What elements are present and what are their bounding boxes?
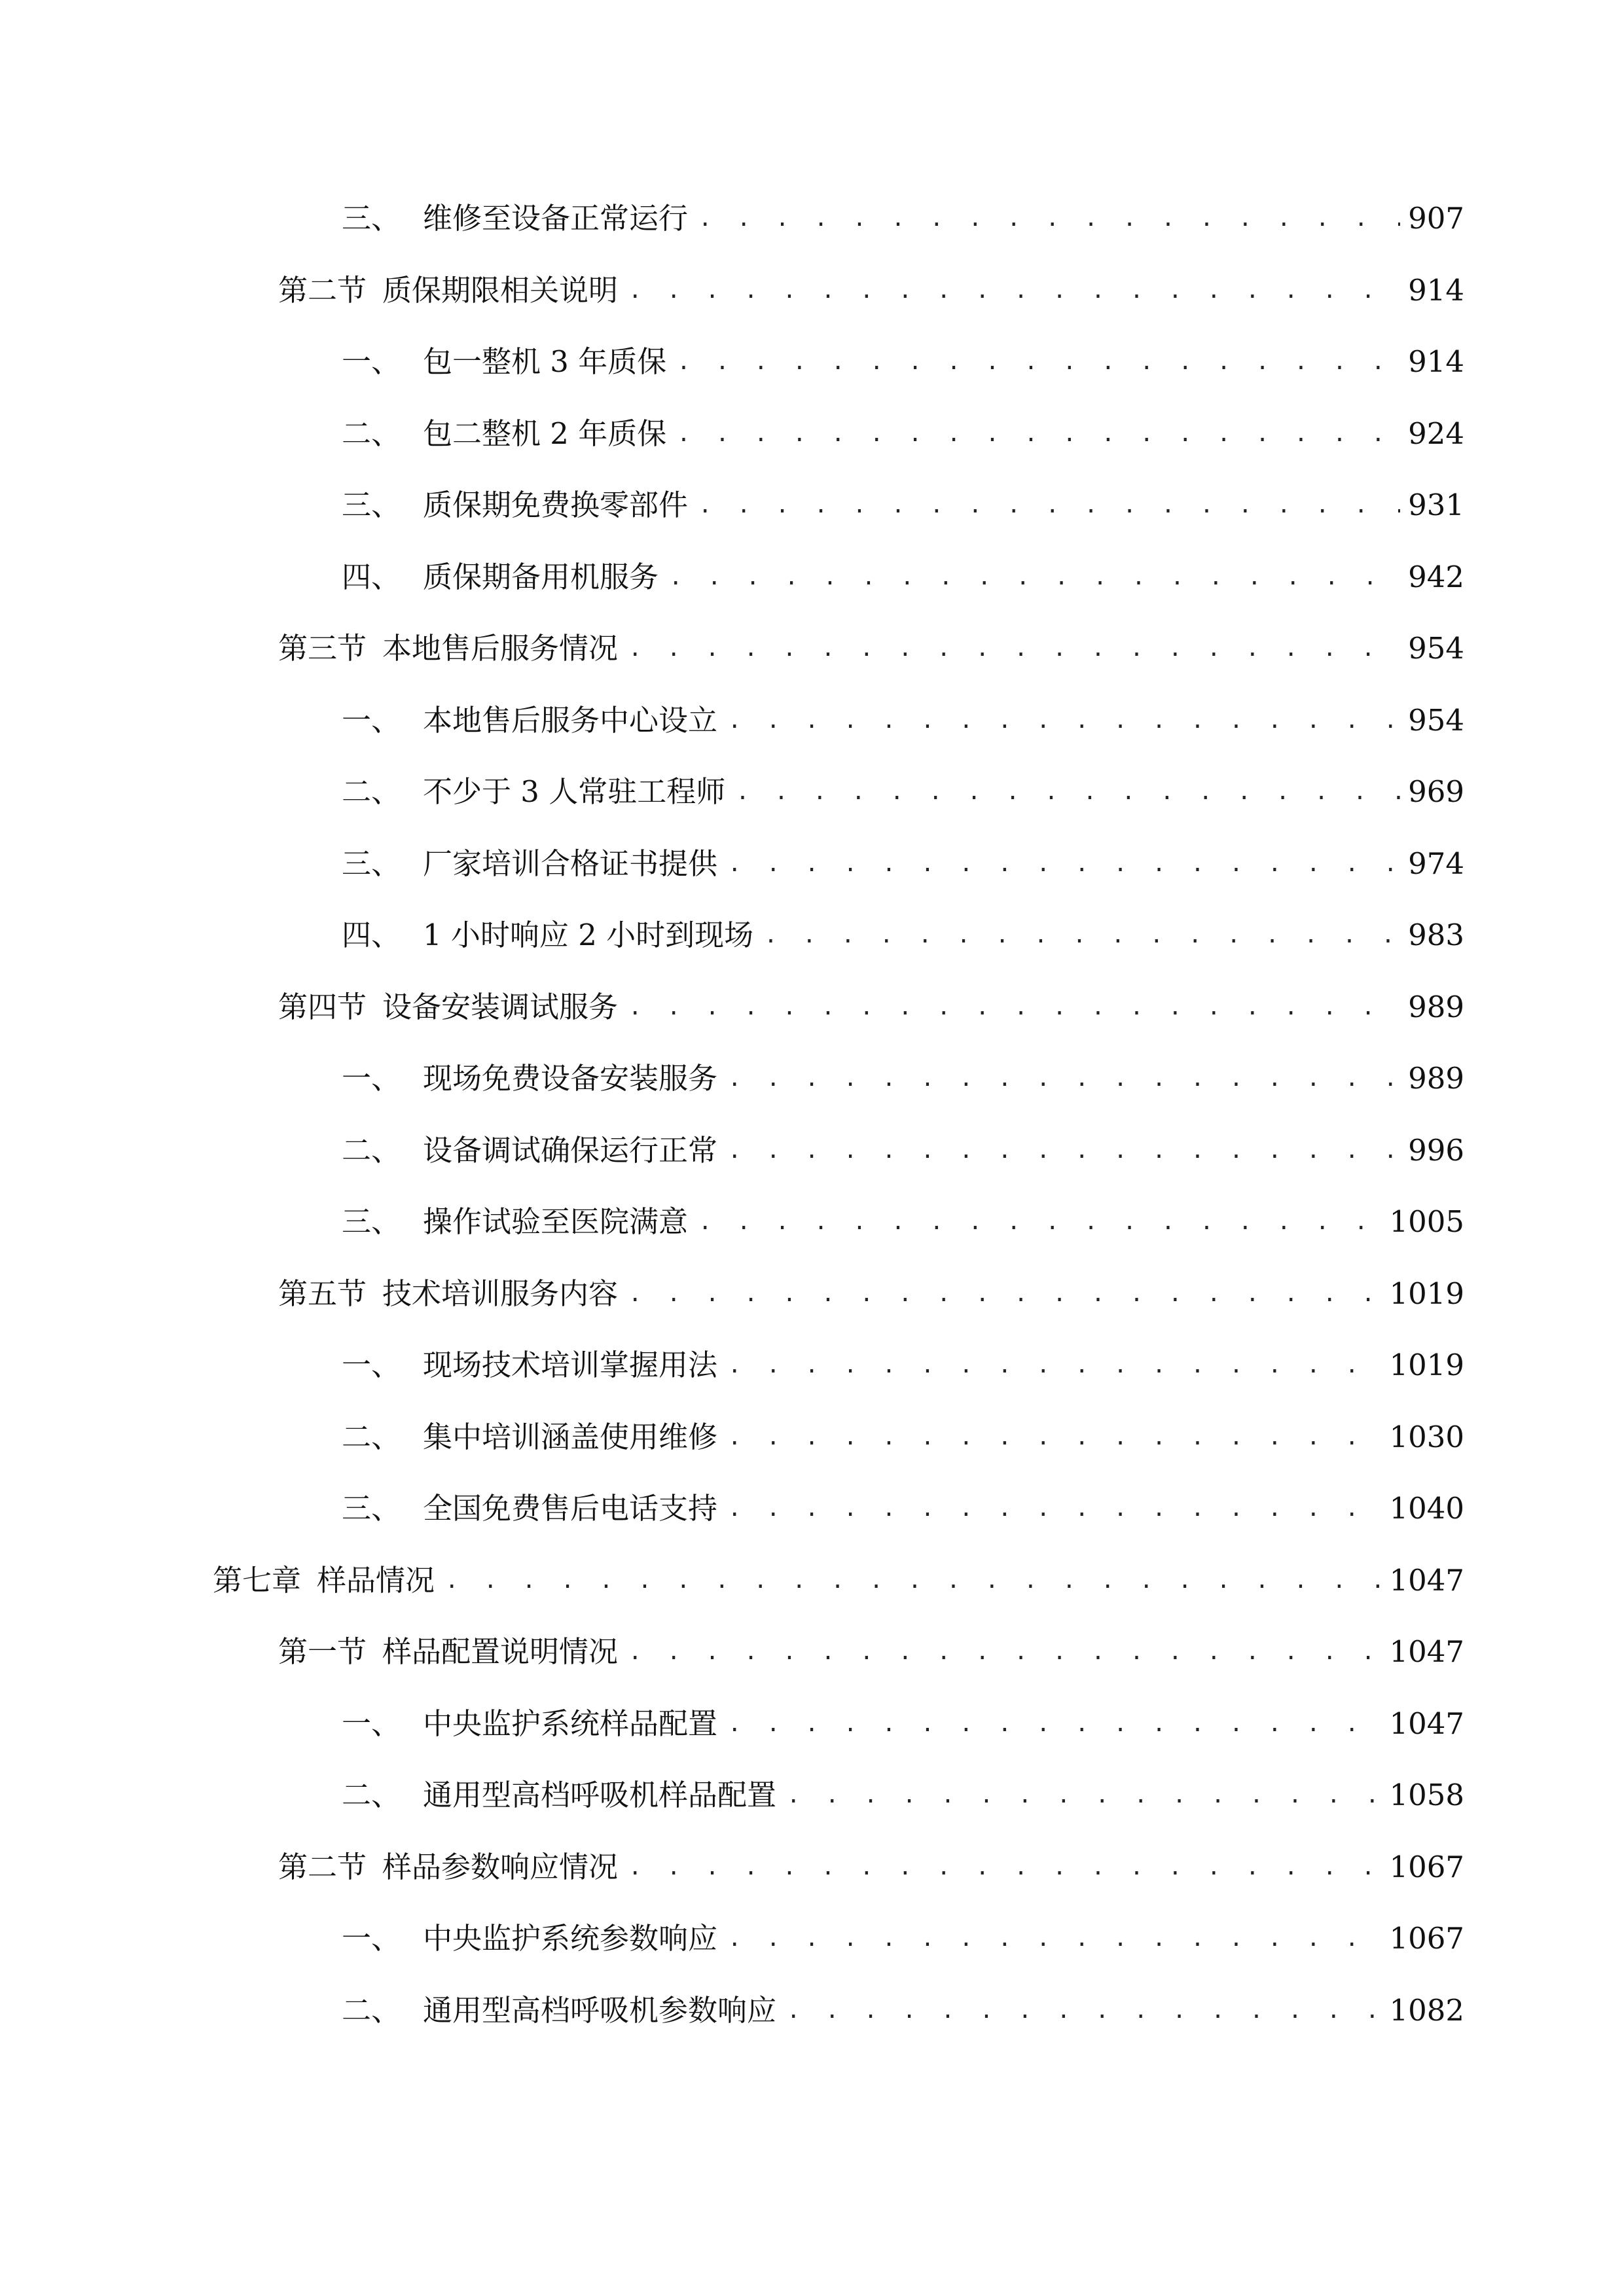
toc-entry-marker: 二、 [342,774,401,809]
toc-entry[interactable] [278,1841,1464,1893]
toc-entry[interactable] [342,192,1464,245]
toc-entry[interactable] [342,838,1464,890]
toc-entry-title: 本地售后服务中心设立 [423,703,718,738]
toc-entry-title: 包一整机 3 年质保 [423,344,667,379]
toc-entry-marker: 一、 [342,1921,401,1956]
toc-entry-marker: 三、 [342,201,401,236]
toc-entry-page: 1047 [1389,1563,1464,1598]
dot-leader [628,1626,1381,1678]
toc-entry-title: 通用型高档呼吸机样品配置 [423,1778,777,1812]
toc-entry-page: 1058 [1389,1778,1464,1812]
toc-entry[interactable] [342,766,1464,818]
toc-entry-page: 931 [1408,488,1464,522]
toc-entry-marker: 二、 [342,416,401,451]
toc-entry-marker: 二、 [342,1133,401,1168]
dot-leader [677,336,1400,388]
toc-entry[interactable] [342,1912,1464,1965]
toc-entry-title: 质保期限相关说明 [382,273,619,308]
toc-entry-title: 不少于 3 人常驻工程师 [423,774,726,809]
toc-entry-marker: 二、 [342,1420,401,1454]
toc-entry-marker: 第二节 [278,1850,367,1884]
toc-entry-page: 974 [1408,846,1464,881]
toc-entry[interactable] [342,408,1464,460]
toc-entry-marker: 四、 [342,560,401,594]
toc-entry[interactable] [342,336,1464,388]
dot-leader [728,1411,1381,1463]
toc-entry-marker: 第二节 [278,273,367,308]
dot-leader [728,1052,1400,1105]
toc-entry[interactable] [342,551,1464,603]
toc-entry-title: 1 小时响应 2 小时到现场 [423,918,754,952]
toc-entry-title: 中央监护系统参数响应 [423,1921,718,1956]
dot-leader [728,1482,1381,1535]
toc-entry[interactable] [342,1411,1464,1463]
dot-leader [628,981,1400,1033]
toc-entry-page: 996 [1408,1133,1464,1168]
toc-entry-title: 全国免费售后电话支持 [423,1491,718,1526]
toc-entry[interactable] [213,1554,1464,1607]
toc-entry-page: 942 [1408,560,1464,594]
dot-leader [628,622,1400,675]
dot-leader [628,1841,1381,1893]
toc-entry[interactable] [278,1268,1464,1320]
dot-leader [736,766,1400,818]
toc-entry-page: 969 [1408,774,1464,809]
toc-entry[interactable] [342,1124,1464,1177]
toc-entry-title: 中央监护系统样品配置 [423,1706,718,1741]
dot-leader [787,1769,1381,1821]
toc-entry-title: 维修至设备正常运行 [423,201,689,236]
toc-entry[interactable] [342,1339,1464,1391]
toc-entry-page: 907 [1408,201,1464,236]
dot-leader [628,264,1400,317]
toc-entry-page: 1040 [1389,1491,1464,1526]
toc-entry-marker: 一、 [342,1348,401,1382]
toc-entry-title: 技术培训服务内容 [382,1276,619,1311]
toc-entry-title: 本地售后服务情况 [382,631,619,666]
toc-entry[interactable] [278,1626,1464,1678]
dot-leader [728,1124,1400,1177]
toc-entry-marker: 第三节 [278,631,367,666]
toc-entry-marker: 一、 [342,1061,401,1096]
dot-leader [628,1268,1381,1320]
toc-entry[interactable] [342,1769,1464,1821]
toc-entry-marker: 第七章 [213,1563,302,1598]
toc-entry-page: 1047 [1389,1634,1464,1669]
dot-leader [669,551,1400,603]
toc-entry-marker: 三、 [342,846,401,881]
dot-leader [677,408,1400,460]
toc-entry-marker: 一、 [342,703,401,738]
toc-entry[interactable] [278,981,1464,1033]
dot-leader [698,192,1400,245]
toc-entry-marker: 二、 [342,1778,401,1812]
toc-entry[interactable] [342,909,1464,961]
toc-entry-page: 924 [1408,416,1464,451]
toc-entry-page: 983 [1408,918,1464,952]
toc-entry[interactable] [342,1052,1464,1105]
toc-entry[interactable] [342,479,1464,531]
dot-leader [728,1912,1381,1965]
toc-entry-marker: 四、 [342,918,401,952]
toc-entry-page: 1019 [1389,1348,1464,1382]
toc-entry-marker: 第四节 [278,990,367,1024]
toc-entry[interactable] [342,1984,1464,2037]
toc-entry-page: 1067 [1389,1850,1464,1884]
toc-entry-marker: 三、 [342,1491,401,1526]
toc-entry[interactable] [342,1698,1464,1750]
dot-leader [787,1984,1381,2037]
toc-entry-title: 通用型高档呼吸机参数响应 [423,1993,777,2028]
toc-entry-title: 包二整机 2 年质保 [423,416,667,451]
toc-entry-page: 989 [1408,1061,1464,1096]
toc-entry-page: 1030 [1389,1420,1464,1454]
toc-entry-title: 现场免费设备安装服务 [423,1061,718,1096]
toc-entry-page: 1005 [1389,1204,1464,1239]
toc-entry-marker: 第五节 [278,1276,367,1311]
toc-entry-marker: 二、 [342,1993,401,2028]
toc-entry-page: 954 [1408,703,1464,738]
toc-entry-marker: 三、 [342,488,401,522]
dot-leader [698,479,1400,531]
dot-leader [728,1698,1381,1750]
toc-entry[interactable] [342,1196,1464,1248]
toc-entry-title: 现场技术培训掌握用法 [423,1348,718,1382]
toc-entry-title: 操作试验至医院满意 [423,1204,689,1239]
toc-entry-marker: 三、 [342,1204,401,1239]
toc-entry-title: 设备调试确保运行正常 [423,1133,718,1168]
toc-entry-title: 样品参数响应情况 [382,1850,619,1884]
toc-entry-title: 设备安装调试服务 [382,990,619,1024]
toc-entry-title: 样品配置说明情况 [382,1634,619,1669]
dot-leader [728,1339,1381,1391]
toc-entry-page: 989 [1408,990,1464,1024]
toc-entry[interactable] [342,694,1464,747]
toc-entry-marker: 一、 [342,1706,401,1741]
toc-entry-page: 1047 [1389,1706,1464,1741]
toc-entry-page: 914 [1408,344,1464,379]
toc-entry-marker: 第一节 [278,1634,367,1669]
toc-entry-title: 质保期备用机服务 [423,560,659,594]
dot-leader [728,838,1400,890]
dot-leader [445,1554,1381,1607]
toc-entry-title: 厂家培训合格证书提供 [423,846,718,881]
toc-entry[interactable] [278,622,1464,675]
toc-entry-page: 1067 [1389,1921,1464,1956]
dot-leader [728,694,1400,747]
toc-entry-page: 914 [1408,273,1464,308]
toc-entry-page: 954 [1408,631,1464,666]
toc-entry-marker: 一、 [342,344,401,379]
toc-entry-page: 1082 [1389,1993,1464,2028]
toc-entry[interactable] [278,264,1464,317]
toc-entry-title: 质保期免费换零部件 [423,488,689,522]
toc-entry-title: 集中培训涵盖使用维修 [423,1420,718,1454]
toc-entry[interactable] [342,1482,1464,1535]
dot-leader [698,1196,1381,1248]
toc-entry-page: 1019 [1389,1276,1464,1311]
toc-entry-title: 样品情况 [317,1563,435,1598]
dot-leader [764,909,1400,961]
